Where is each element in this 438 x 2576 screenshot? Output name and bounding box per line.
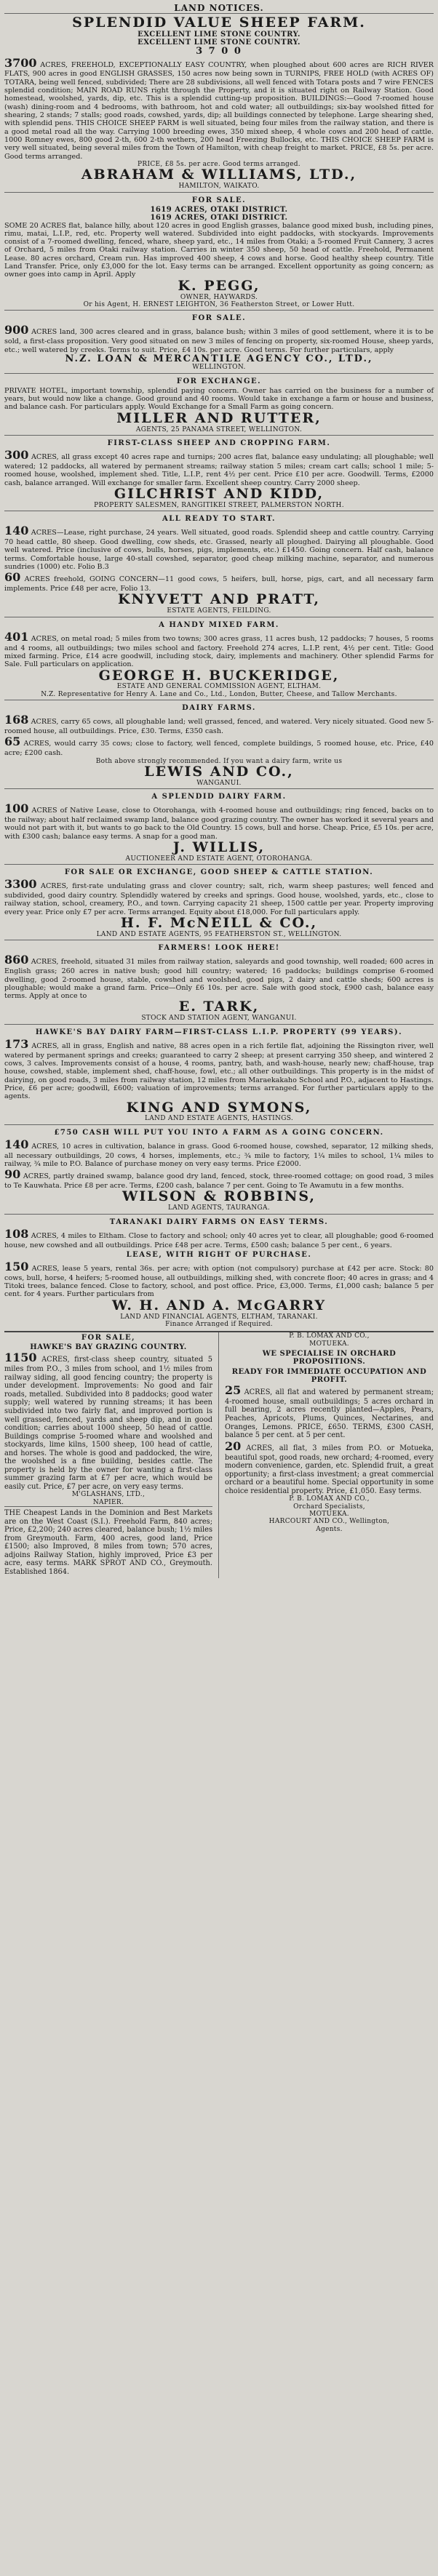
ad-body: 108 ACRES, 4 miles to Eltham. Close to factory and school; only 40 acres yet to clear, all ploughable; good 6-roomed house, new cowshed and all outbuildings. Price £48 per acre. Terms, £500 cash; balance 5 per cent., 6 years. — [4, 1226, 434, 1249]
owner-line: OWNER, HAYWARDS. — [180, 293, 258, 301]
agent-location: WELLINGTON. — [192, 364, 246, 372]
ad-label: DAIRY FARMS. — [182, 704, 256, 713]
agent-firm: P. B. LOMAX AND CO., — [289, 1332, 370, 1340]
ad-subheading: 1619 ACRES, OTAKI DISTRICT. — [150, 205, 288, 214]
ad-west-coast — [4, 1506, 212, 1577]
agent-line: LAND AND ESTATE AGENTS, HASTINGS. — [144, 1115, 293, 1123]
ad-body: 25 ACRES, all flat and watered by permanent stream; 4-roomed house, small outbuildings; 5 acres orchard in full bearing, 2 acres recently planted—Apples, Pears, Peaches, Apricots, Plums, Quinces, Nectarines, and Oranges, Lemons. PRICE, £650. TERMS, £300 CASH, balance 5 per cent. at 5 per cent. — [225, 1383, 434, 1440]
ad-body: THE Cheapest Lands in the Dominion and Best Markets are on the West Coast (S.I.). Freehold Farm, 840 acres; Price, £2,200; 240 acres cleared, balance bush; 1½ miles from Greymouth. Farm, 400 acres, good land, Price £1500; also Improved, 8 miles from town; 570 acres, adjoins Railway Station, highly improved, Price £3 per acre, easy terms. MARK SPROT AND CO., Greymouth. Established 1864. — [4, 1509, 212, 1576]
ad-body: 150 ACRES, lease 5 years, rental 36s. per acre; with option (not compulsory) purchase at £42 per acre. Stock: 80 cows, bull, horse, 4 heifers; 5-roomed house, all outbuildings, milking shed, with concrete floor; 40 acres in grass; and 4 Titoki trees, balance fenced. Close to factory, school, and post office. Price, £3,000. Terms, £1,000 cash; balance 5 per cent. for 4 years. Further particulars from — [4, 1259, 434, 1299]
ad-body: 1150 ACRES, first-class sheep country, situated 5 miles from P.O., 3 miles from school, and 1½ miles from railway siding, all good fencing country; the property is under development. Improvements: No good and fair roads, metalled. Subdivided into 8 paddocks; good water supply; well watered by running streams; it has been subdivided into two fairly flat, and improved portion is well grassed, fenced, yards and sheep dip, and in good condition; carries about 1000 sheep, 50 head of cattle. Buildings comprise 5-roomed whare and woolshed and stockyards, lime kilns, 1500 sheep, 100 head of cattle, and horses. The whole is good and paddocked, the wire, the woolshed is a fine building, besides cattle. The property is held by the owner for wanting a first-class summer grazing farm at £7 per acre, which would be easily cut. Price, £7 per acre, on very easy terms. — [4, 1351, 212, 1491]
agent-line: PROPERTY SALESMEN, RANGITIKEI STREET, PALMERSTON NORTH. — [94, 501, 344, 509]
agent-firm: WILSON & ROBBINS, — [122, 1188, 316, 1205]
ad-subheading: READY FOR IMMEDIATE OCCUPATION AND PROFIT. — [231, 1368, 427, 1385]
ad-body: 20 ACRES, all flat, 3 miles from P.O. or Motueka, beautiful spot, good roads, new orchard; 4-roomed, every modern convenience, garden, etc. Splendid fruit, a great opportunity; a first-class investment; a great commercial orchard or a beautiful home. Special opportunity in some choice residential property. Price, £1,050. Easy terms. — [225, 1439, 434, 1495]
ad-sheep-farm — [4, 13, 434, 192]
acreage-lead: 25 — [225, 1383, 242, 1398]
ad-sheep-cattle-station — [4, 864, 434, 940]
ad-subheading: HAWKE'S BAY GRAZING COUNTRY. — [30, 1343, 187, 1352]
agent-firm: KNYVETT AND PRATT, — [118, 591, 320, 608]
acreage-lead: 150 — [4, 1259, 29, 1273]
agent-firm: MILLER AND RUTTER, — [116, 409, 322, 426]
acreage-lead: 20 — [225, 1439, 242, 1453]
agent-note: Finance Arranged if Required. — [165, 1321, 273, 1329]
acreage-lead: 860 — [4, 953, 29, 967]
agent-location: WANGANUI. — [196, 779, 242, 787]
ad-subheading: EXCELLENT LIME STONE COUNTRY. — [138, 30, 300, 39]
agent-line: STOCK AND STATION AGENT, WANGANUI. — [141, 1015, 297, 1023]
agent-line: Agents. — [316, 1525, 343, 1533]
acreage-lead: 173 — [4, 1036, 29, 1051]
ad-body: PRIVATE HOTEL, important township, splendid paying concern. Owner has carried on the business for a number of years, but would now like a change. Good ground and 40 rooms. Would take in exchange a farm or house and business, and balance cash. For particulars apply. Would Exchange for a Small Farm as going concern. — [4, 386, 434, 412]
ad-label: FIRST-CLASS SHEEP AND CROPPING FARM. — [107, 439, 331, 448]
ad-label: HAWKE'S BAY DAIRY FARM—FIRST-CLASS L.I.P. PROPERTY (99 YEARS). — [35, 1028, 403, 1036]
agent-line: AGENTS, 25 PANAMA STREET, WELLINGTON. — [135, 425, 303, 433]
ad-ready-to-start — [4, 511, 434, 617]
ad-body: SOME 20 ACRES flat, balance hilly, about 120 acres in good English grasses, balance good mixed bush, including pines, rimu, matai, L.I.P., red, etc. Property well watered. Subdivided into eight paddocks, with stockyards. Improvements consist of a 7-roomed dwelling, fenced, whare, sheep yard, etc., 14 miles from Otaki; a 5-roomed Fruit Cannery, 3 acres of Orchard, 5 miles from Otaki railway station. Carries in winter 350 sheep, 50 head of cattle. Freehold, Permanent Lease. 80 acres orchard, Cream run. Has improved 400 sheep, 4 cows and horse. Good healthy sheep country. Title Land Transfer. Price, only £3,000 for the lot. Easy terms can be arranged. Excellent opportunity as going concern; as owner goes into camp in April. Apply — [4, 221, 434, 279]
ad-label: FOR EXCHANGE. — [176, 377, 262, 385]
ad-body: 90 ACRES, partly drained swamp, balance good dry land, fenced, stock, three-roomed cottage; on good road, 3 miles to Te Kauwhata. Price £8 per acre. Terms, £200 cash, balance 7 per cent. Going to Te Awamutu in a few months. — [4, 1167, 434, 1191]
agent-firm: E. TARK, — [178, 999, 260, 1015]
acreage-lead: 1150 — [4, 1351, 37, 1365]
ad-subheading: EXCELLENT LIME STONE COUNTRY. — [138, 38, 300, 47]
acreage-lead: 65 — [4, 735, 21, 749]
ad-headline: SPLENDID VALUE SHEEP FARM. — [72, 15, 366, 31]
ad-label: FOR SALE. — [191, 196, 247, 204]
ad-body: 3700 ACRES, FREEHOLD, EXCEPTIONALLY EASY COUNTRY, when ploughed about 600 acres are RICH RIVER FLATS, 900 acres in good ENGLISH GRASSES, 150 acres now being sown in TURNIPS, FREE HOLD (with ACRES OF) TOTARA, being well fenced, subdivided; There are 28 subdivisions, all well fenced with Totara posts and 7 wire FENCES splendid condition; MAIN ROAD RUNS right through the Property, and it is situated right on Railway Station. Good homestead, woolshed, yards, dip, etc. This is a splendid cutting-up proposition. BUILDINGS:—Good 7-roomed house (wash) dining-room and 4 bedrooms, with bathroom, hot and cold water; all outbuildings; six-bay woolshed fitted for shearing, 2 stands; 7 stalls; good roads, cowshed, yards, dip; all buildings connected by telephone. Large shearing shed, with splendid pens. THIS CHOICE SHEEP FARM is well situated, being four miles from the railway station, and there is a good metal road all the way. Carrying 1000 breeding ewes, 350 mixed sheep, 4 whole cows and 200 head of cattle. 1000 Romney ewes, 800 good 2-th, 600 2-th wethers, 200 head Freezing Bullocks, etc. THIS CHOICE SHEEP FARM is very well situated, being several miles from the Town of Hamilton, with cheap freight to market. PRICE, £8 5s. per acre. Good terms arranged. — [4, 55, 434, 161]
right-column — [219, 1332, 434, 1577]
agent-firm: H. F. McNEILL & CO., — [120, 915, 318, 932]
agent-firm: KING AND SYMONS, — [126, 1099, 312, 1116]
ad-body: 173 ACRES, all in grass, English and native, 88 acres open in a rich fertile flat, adjoining the Rissington river, well watered by permanent springs and creeks; guaranteed to carry 2 sheep; at present carrying 350 sheep, and wintered 2 cows, 3 calves. Improvements consist of a house, 4 rooms, pantry, bath, and wash-house, nearly new; chaff-house, trap house, cowshed, stable, implement shed, chaff-house, fowl, etc.; all other outbuildings. This property is in the midst of dairying, on good roads, 3 miles from railway station, 12 miles from Maraekakaho School and P.O., adjacent to Hastings. Price, £6 per acre; goodwill, £600; valuation of improvements; terms arranged. For further particulars apply to the agents. — [4, 1036, 434, 1101]
ad-body: 60 ACRES freehold, GOING CONCERN—11 good cows, 5 heifers, bull, horse, pigs, cart, and all necessary farm implements. Price £48 per acre, Folio 13. — [4, 570, 434, 593]
ad-label: £750 CASH WILL PUT YOU INTO A FARM AS A GOING CONCERN. — [54, 1128, 384, 1137]
acreage-lead: 140 — [4, 1137, 29, 1151]
agent-line: AUCTIONEER AND ESTATE AGENT, OTOROHANGA. — [125, 855, 313, 863]
lower-columns — [4, 1331, 434, 1577]
agent-location: NAPIER. — [92, 1498, 124, 1506]
ad-body: 140 ACRES—Lease, right purchase, 24 years. Well situated, good roads. Splendid sheep and cattle country. Carrying 70 head cattle, 80 sheep. Good dwelling, cow sheds, etc. Grassed, nearly all ploughed. Dairying all ploughable. Good well watered. Price (inclusive of cows, bulls, horses, pigs, implements, etc.) £1450. Going concern. Half cash, balance terms. Comfortable house, large 40-stall cowshed, separator, good cheap milking machine, separator, and numerous sundries (1000) etc. Folio B.3 — [4, 524, 434, 571]
ad-label: FARMERS! LOOK HERE! — [158, 944, 280, 953]
ad-private-hotel — [4, 373, 434, 435]
agent-line: LAND AND FINANCIAL AGENTS, ELTHAM, TARANAKI. — [120, 1313, 318, 1321]
agent-firm: J. WILLIS, — [172, 839, 266, 855]
ad-hawkes-bay-dairy — [4, 1024, 434, 1124]
ad-body: 168 ACRES, carry 65 cows, all ploughable land; well grassed, fenced, and watered. Very nicely situated. Good new 5-roomed house, all outbuildings. Price, £30. Terms, £350 cash. — [4, 713, 434, 736]
acreage-lead: 140 — [4, 524, 29, 538]
ad-body: 100 ACRES of Native Lease, close to Otorohanga, with 4-roomed house and outbuildings; ring fenced, backs on to the railway; about half reclaimed swamp land, balance good grazing country. The owner has worked it several years and would not part with it, but wants to go back to the Old Country. 15 cows, bull and horse. Cheap. Price, £5 10s. per acre, with £300 cash; balance easy terms. A snap for a good man. — [4, 801, 434, 841]
ad-label: TARANAKI DAIRY FARMS ON EASY TERMS. — [109, 1217, 329, 1226]
ad-section-label: LEASE, WITH RIGHT OF PURCHASE. — [126, 1250, 312, 1259]
agent-firm: W. H. AND A. McGARRY — [111, 1297, 327, 1313]
agent-firm: LEWIS AND CO., — [144, 763, 294, 780]
ad-otaki-farm — [4, 192, 434, 311]
agent-location: HAMILTON, WAIKATO. — [178, 183, 260, 191]
acreage-lead: 108 — [4, 1226, 29, 1241]
ad-label: FOR SALE, — [81, 1334, 136, 1343]
agent-firm: P. B. LOMAX AND CO., — [289, 1495, 370, 1503]
acreage-lead: 90 — [4, 1167, 21, 1182]
agent-firm: ABRAHAM & WILLIAMS, LTD., — [81, 167, 357, 183]
ad-farmers-look-here — [4, 940, 434, 1023]
ad-label: ALL READY TO START. — [162, 515, 276, 524]
ad-subheading: WE SPECIALISE IN ORCHARD PROPOSITIONS. — [262, 1350, 397, 1367]
acreage-lead: 60 — [4, 570, 21, 585]
agent-location: MOTUEKA. — [309, 1510, 349, 1518]
agent-firm: N.Z. LOAN & MERCANTILE AGENCY CO., LTD., — [65, 353, 373, 364]
ad-body: 401 ACRES, on metal road; 5 miles from two towns; 300 acres grass, 11 acres bush, 12 paddocks; 7 houses, 5 rooms and 4 rooms, all outbuildings; two miles school and factory. Freehold 274 acres, L.I.P. rent, 4½ per cent. Title: Good mixed farming. Price, £14 acre goodwill, including stock, dairy, implements and machinery. Other splendid Farms for Sale. Full particulars on application. — [4, 629, 434, 669]
agent-note: N.Z. Representative for Henry A. Lane and Co., Ltd., London, Butter, Cheese, and Tallow Merchants. — [41, 690, 397, 698]
ad-note: Both above strongly recommended. If you want a dairy farm, write us — [95, 757, 343, 765]
agent-line: ESTATE AGENTS, FEILDING. — [167, 607, 271, 615]
ad-splendid-dairy — [4, 788, 434, 864]
ad-taranaki-dairy — [4, 1214, 434, 1330]
ad-subheading: 1619 ACRES, OTAKI DISTRICT. — [150, 213, 288, 222]
ad-mixed-farm — [4, 617, 434, 700]
ad-body: 65 ACRES, would carry 35 cows; close to factory, well fenced, complete buildings, 5 roomed house, etc. Price, £40 acre; £200 cash. — [4, 735, 434, 758]
agent-location: MOTUEKA. — [309, 1340, 349, 1348]
acreage-lead: 900 — [4, 323, 29, 337]
agent-line: LAND AGENTS, TAURANGA. — [167, 1204, 271, 1212]
agent-firm: GILCHRIST AND KIDD, — [114, 485, 324, 502]
agent-line: Orchard Specialists, — [293, 1503, 365, 1511]
ad-dairy-farms — [4, 700, 434, 788]
ad-label: A HANDY MIXED FARM. — [159, 620, 279, 629]
ad-price: PRICE, £8 5s. per acre. Good terms arranged. — [138, 160, 300, 168]
column-title: LAND NOTICES. — [174, 3, 264, 13]
ad-body: 860 ACRES, freehold, situated 31 miles from railway station, saleyards and good township, well roaded; 600 acres in English grass; 260 acres in native bush; good hill country; watered; 16 paddocks; buildings comprise 6-roomed dwelling, good 2-roomed house, stable, cowshed and woolshed, good pigs, 2 dairy and cattle sheds; 600 acres is ploughable; would make a grand farm. Price—Only £6 10s. per acre. Sale with good stock, £900 cash, balance easy terms. Apply at once to — [4, 953, 434, 1001]
ad-figure: 3 7 0 0 — [196, 45, 242, 57]
ad-label: FOR SALE. — [191, 314, 247, 323]
ad-cropping-farm — [4, 435, 434, 511]
acreage-lead: 300 — [4, 448, 29, 463]
ad-750-cash — [4, 1124, 434, 1214]
agent-firm: K. PEGG, — [178, 277, 260, 294]
acreage-lead: 3700 — [4, 55, 37, 70]
acreage-lead: 100 — [4, 801, 29, 816]
left-column — [4, 1332, 219, 1577]
ad-label: A SPLENDID DAIRY FARM. — [151, 793, 287, 801]
ad-label: FOR SALE OR EXCHANGE, GOOD SHEEP & CATTLE STATION. — [64, 868, 374, 877]
agent-line: Or his Agent, H. ERNEST LEIGHTON, 36 Featherston Street, or Lower Hutt. — [83, 300, 355, 308]
ad-body: 900 ACRES land, 300 acres cleared and in grass, balance bush; within 3 miles of good settlement, where it is to be sold, a first-class proposition. Very good situated on new 3 miles of fencing on property, six-roomed House, sheep yards, etc.; well watered by creeks. Terms to suit. Price, £4 10s. per acre. Good terms. For further particulars, apply — [4, 323, 434, 354]
agent-firm: HARCOURT AND CO., Wellington, — [268, 1518, 390, 1526]
ad-900-acres — [4, 310, 434, 372]
ad-body: 140 ACRES, 10 acres in cultivation, balance in grass. Good 6-roomed house, cowshed, separator, 12 milking sheds, all necessary outbuildings, 20 cows, 4 horses, implements, etc.; ¾ mile to factory, 1¼ miles to school, 1¼ miles to railway, ¾ mile to P.O. Balance of purchase money on very easy terms. Price £2000. — [4, 1137, 434, 1168]
acreage-lead: 3300 — [4, 877, 37, 892]
agent-firm: GEORGE H. BUCKERIDGE, — [98, 667, 340, 684]
ad-body: 300 ACRES, all grass except 40 acres rape and turnips; 200 acres flat, balance easy undulating; all ploughable; well watered; 12 paddocks, all watered by permanent streams; railway station 5 miles; cream cart calls; school 1 mile; 5-roomed house, woolshed, implement shed. Title, L.I.P., rent 4½ per cent. Price £10 per acre. Goodwill. Terms, £2000 cash, balance arranged. Will exchange for smaller farm. Excellent sheep country. Carry 2000 sheep. — [4, 448, 434, 487]
acreage-lead: 168 — [4, 713, 29, 727]
agent-line: LAND AND ESTATE AGENTS, 95 FEATHERSTON ST., WELLINGTON. — [96, 931, 342, 938]
acreage-lead: 401 — [4, 629, 29, 644]
ad-body: 3300 ACRES, first-rate undulating grass and clover country; salt, rich, warm sheep pastures; well fenced and subdivided, good dairy country. Splendidly watered by creeks and springs. Good house, woolshed, yards, etc., close to railway station, school, creamery, P.O., and town. Carrying capacity 21 sheep, 1500 cattle per year. Property improving every year. Price only £7 per acre. Terms arranged. Equity about £18,000. For full particulars apply. — [4, 877, 434, 916]
agent-firm: M'GLASHANS, LTD., — [71, 1491, 146, 1499]
agent-line: ESTATE AND GENERAL COMMISSION AGENT, ELTHAM. — [116, 683, 322, 691]
